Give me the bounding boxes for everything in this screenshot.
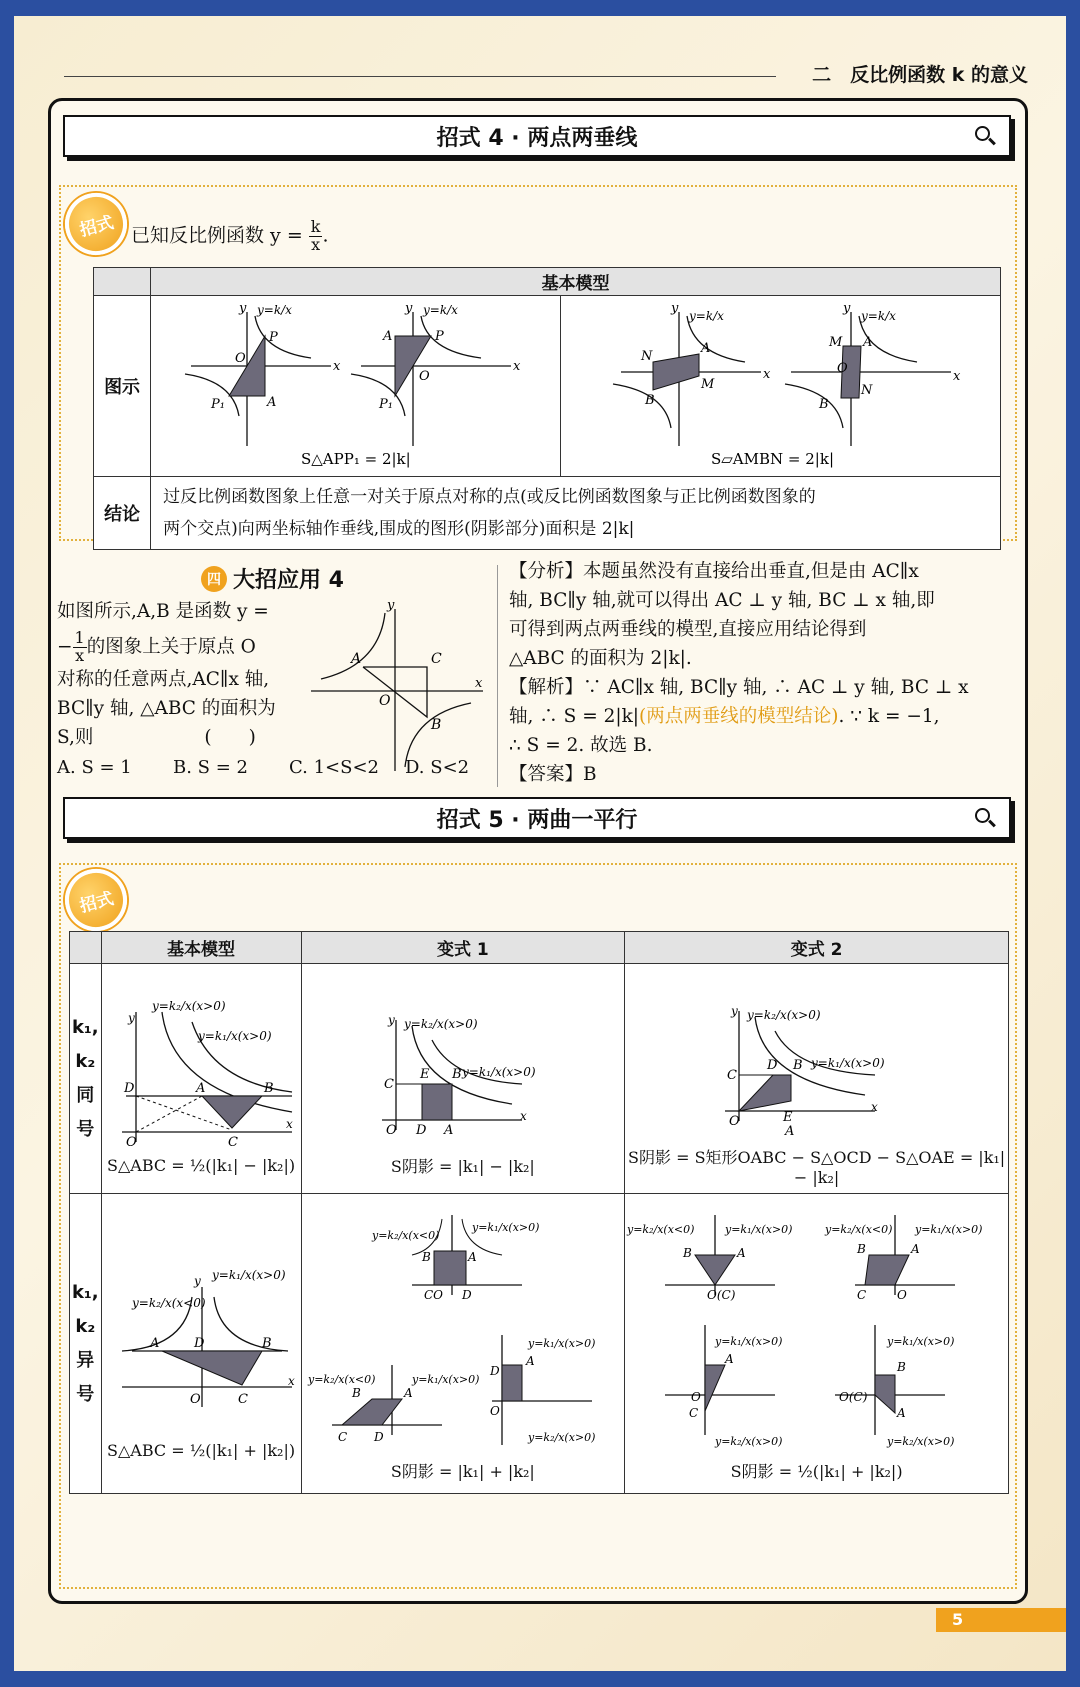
svg-text:x: x bbox=[333, 359, 341, 374]
svg-text:y=k₂/x(x>0): y=k₂/x(x>0) bbox=[747, 1007, 821, 1022]
svg-text:N: N bbox=[861, 383, 873, 398]
svg-text:y=k/x: y=k/x bbox=[423, 303, 459, 317]
svg-text:N: N bbox=[641, 349, 653, 364]
application-graph bbox=[307, 595, 487, 775]
svg-text:B: B bbox=[261, 1336, 272, 1351]
same-sign-variant1 bbox=[301, 964, 625, 1194]
svg-text:y=k₂/x(x>0): y=k₂/x(x>0) bbox=[527, 1431, 595, 1444]
svg-text:O: O bbox=[489, 1404, 500, 1418]
col-basic: 基本模型 bbox=[101, 932, 301, 964]
svg-text:y: y bbox=[239, 301, 247, 316]
answer-line: 【答案】B bbox=[509, 764, 597, 785]
svg-text:D: D bbox=[415, 1123, 426, 1138]
section5-title: 招式 5 · 两曲一平行 bbox=[436, 807, 638, 833]
col-variant-2: 变式 2 bbox=[625, 932, 1009, 964]
choice-b: B. S = 2 bbox=[173, 757, 248, 778]
diagram-label: 图示 bbox=[94, 296, 151, 477]
application-badge-icon: 四 bbox=[201, 566, 227, 592]
svg-text:y=k₁/x(x>0): y=k₁/x(x>0) bbox=[915, 1223, 983, 1236]
svg-text:D: D bbox=[193, 1336, 205, 1351]
section4-intro: 已知反比例函数 y = $\frac{k}{x}$ . bbox=[131, 217, 329, 254]
svg-text:CO: CO bbox=[423, 1288, 443, 1302]
svg-text:O: O bbox=[235, 351, 246, 366]
running-title: 二 反比例函数 k 的意义 bbox=[812, 64, 1028, 86]
opposite-sign-basic-formula: S△ABC = ½(|k₁| + |k₂|) bbox=[107, 1441, 296, 1460]
section5-model-table bbox=[69, 931, 1009, 1494]
svg-text:x: x bbox=[513, 359, 521, 374]
svg-text:y=k₁/x(x>0): y=k₁/x(x>0) bbox=[811, 1055, 885, 1070]
content-frame bbox=[48, 98, 1028, 1604]
svg-text:A: A bbox=[403, 1386, 413, 1400]
svg-text:A: A bbox=[267, 395, 277, 410]
svg-text:B: B bbox=[431, 717, 442, 733]
svg-text:x: x bbox=[287, 1374, 295, 1388]
diagram-cell-triangle bbox=[151, 296, 561, 477]
svg-text:x: x bbox=[519, 1109, 527, 1123]
caption-parallelogram: S▱AMBN = 2|k| bbox=[711, 450, 835, 468]
technique-badge-icon: 招式 bbox=[58, 186, 134, 262]
svg-text:O: O bbox=[125, 1135, 137, 1150]
caption-triangle: S△APP₁ = 2|k| bbox=[301, 450, 411, 468]
svg-text:y: y bbox=[405, 301, 413, 316]
same-sign-variant2-graph bbox=[625, 971, 1005, 1141]
diagram-4 bbox=[785, 301, 961, 446]
same-sign-variant2 bbox=[625, 964, 1009, 1194]
svg-text:y=k₁/x(x>0): y=k₁/x(x>0) bbox=[471, 1221, 539, 1234]
svg-text:D: D bbox=[373, 1430, 384, 1444]
svg-text:y=k₁/x(x>0): y=k₁/x(x>0) bbox=[725, 1223, 793, 1236]
svg-text:C: C bbox=[689, 1406, 699, 1420]
svg-text:y=k₁/x(x>0): y=k₁/x(x>0) bbox=[411, 1373, 479, 1386]
svg-text:y=k₁/x(x>0): y=k₁/x(x>0) bbox=[211, 1268, 286, 1282]
column-divider bbox=[497, 565, 498, 787]
conclusion-text bbox=[151, 477, 1001, 550]
svg-text:y=k₁/x(x>0): y=k₁/x(x>0) bbox=[887, 1335, 955, 1348]
svg-text:y=k₂/x(x>0): y=k₂/x(x>0) bbox=[715, 1435, 783, 1448]
same-sign-basic-formula: S△ABC = ½(|k₁| − |k₂|) bbox=[107, 1156, 296, 1175]
choice-c: C. 1<S<2 bbox=[289, 757, 379, 778]
section4-model-table bbox=[93, 267, 1001, 550]
svg-text:O: O bbox=[837, 361, 848, 376]
svg-text:x: x bbox=[953, 369, 961, 384]
svg-text:B: B bbox=[451, 1067, 462, 1082]
svg-text:A: A bbox=[863, 335, 873, 350]
textbook-page bbox=[14, 16, 1066, 1671]
application-title bbox=[201, 563, 344, 594]
svg-text:O(C): O(C) bbox=[707, 1288, 736, 1302]
search-icon bbox=[975, 808, 995, 828]
svg-text:y=k₂/x(x>0): y=k₂/x(x>0) bbox=[887, 1435, 955, 1448]
section5-title-bar bbox=[63, 797, 1011, 839]
svg-text:y=k₁/x(x>0): y=k₁/x(x>0) bbox=[461, 1065, 536, 1079]
svg-text:x: x bbox=[871, 1099, 879, 1114]
same-sign-basic bbox=[101, 964, 301, 1194]
svg-text:y=k/x: y=k/x bbox=[689, 309, 724, 323]
problem-statement: 如图所示,A,B 是函数 y = − $\frac{1}{x}$ 的图象上关于原点 O 对称的任意两点,AC∥x 轴, BC∥y 轴, △ABC 的面积为 S,则 ( ) bbox=[57, 601, 276, 748]
svg-text:M: M bbox=[701, 377, 715, 392]
same-sign-label: k₁, k₂ 同 号 bbox=[70, 964, 102, 1194]
intro-text: 已知反比例函数 y = bbox=[131, 224, 303, 247]
opposite-sign-variant2-formula: S阴影 = ½(|k₁| + |k₂|) bbox=[730, 1462, 903, 1481]
opposite-sign-variant2 bbox=[625, 1194, 1009, 1494]
svg-text:y=k₂/x(x<0): y=k₂/x(x<0) bbox=[825, 1223, 893, 1236]
svg-text:C: C bbox=[431, 651, 442, 667]
svg-text:y=k₁/x(x>0): y=k₁/x(x>0) bbox=[715, 1335, 783, 1348]
triangle-model-diagrams bbox=[151, 296, 557, 472]
svg-text:P₁: P₁ bbox=[211, 397, 226, 412]
svg-text:y=k₁/x(x>0): y=k₁/x(x>0) bbox=[197, 1029, 272, 1043]
svg-text:y=k₁/x(x>0): y=k₁/x(x>0) bbox=[527, 1337, 595, 1350]
svg-text:D: D bbox=[489, 1364, 500, 1378]
opposite-sign-variant1-graph bbox=[302, 1205, 622, 1455]
section4-title-bar bbox=[63, 115, 1011, 157]
svg-text:D: D bbox=[767, 1057, 778, 1073]
svg-text:y: y bbox=[127, 1011, 135, 1025]
svg-text:A: A bbox=[383, 329, 393, 344]
svg-text:O: O bbox=[419, 369, 430, 384]
svg-text:P: P bbox=[269, 330, 278, 345]
svg-text:E: E bbox=[419, 1067, 430, 1082]
svg-text:B: B bbox=[857, 1242, 867, 1256]
conclusion-line-2: 两个交点)向两坐标轴作垂线,围成的图形(阴影部分)面积是 2|k| bbox=[163, 519, 635, 539]
conclusion-line-1: 过反比例函数图象上任意一对关于原点对称的点(或反比例函数图象与正比例函数图象的 bbox=[163, 487, 816, 507]
conclusion-label: 结论 bbox=[94, 477, 151, 550]
choice-a: A. S = 1 bbox=[57, 757, 132, 778]
page-number: 5 bbox=[936, 1608, 1066, 1632]
opposite-sign-variant2-graph bbox=[625, 1205, 1005, 1455]
svg-text:A: A bbox=[149, 1336, 159, 1351]
diagram-2 bbox=[351, 301, 521, 446]
svg-text:P₁: P₁ bbox=[379, 397, 394, 412]
svg-text:B: B bbox=[645, 393, 655, 408]
svg-text:C: C bbox=[237, 1392, 248, 1407]
svg-text:B: B bbox=[351, 1386, 361, 1400]
svg-text:C: C bbox=[727, 1067, 738, 1083]
analysis-block: 【分析】本题虽然没有直接给出垂直,但是由 AC∥x 轴, BC∥y 轴,就可以得出 AC ⊥ y 轴, BC ⊥ x 轴,即 可得到两点两垂线的模型,直接应用结论得到 △ABC 的面积为 2|k|. 【解析】∵ AC∥x 轴, BC∥y 轴, ∴ AC ⊥ y 轴, BC ⊥ x 轴, ∴ S = 2|k|(两点两垂线的模型结论). ∵ k = −1, ∴ S = 2. 故选 B. 【答案】B bbox=[509, 557, 1009, 789]
svg-text:O: O bbox=[691, 1390, 702, 1404]
choice-d: D. S<2 bbox=[405, 757, 470, 778]
svg-text:A: A bbox=[467, 1250, 477, 1264]
svg-text:y: y bbox=[671, 301, 679, 316]
svg-text:B: B bbox=[897, 1360, 907, 1374]
svg-text:y=k₂/x(x<0): y=k₂/x(x<0) bbox=[131, 1296, 206, 1310]
svg-text:O(C): O(C) bbox=[839, 1390, 868, 1404]
svg-text:A: A bbox=[725, 1352, 734, 1366]
svg-text:y=k₂/x(x>0): y=k₂/x(x>0) bbox=[151, 999, 226, 1013]
svg-text:x: x bbox=[763, 367, 771, 382]
svg-text:A: A bbox=[195, 1081, 205, 1096]
opposite-sign-variant1 bbox=[301, 1194, 625, 1494]
svg-text:A: A bbox=[443, 1123, 453, 1138]
svg-text:y=k/x: y=k/x bbox=[861, 309, 896, 323]
svg-text:A: A bbox=[897, 1406, 906, 1420]
svg-text:y=k/x: y=k/x bbox=[257, 303, 293, 317]
svg-text:O: O bbox=[729, 1113, 740, 1129]
svg-text:M: M bbox=[829, 335, 843, 350]
answer-choices bbox=[57, 757, 521, 778]
diagram-1 bbox=[185, 301, 341, 446]
svg-text:y=k₂/x(x<0): y=k₂/x(x<0) bbox=[627, 1223, 695, 1236]
col-variant-1: 变式 1 bbox=[301, 932, 625, 964]
section4-title: 招式 4 · 两点两垂线 bbox=[436, 125, 638, 151]
opposite-sign-basic-graph bbox=[102, 1227, 300, 1437]
svg-text:B: B bbox=[683, 1246, 693, 1260]
svg-text:x: x bbox=[475, 676, 483, 691]
svg-text:P: P bbox=[435, 329, 444, 344]
svg-text:B: B bbox=[793, 1057, 803, 1073]
svg-text:B: B bbox=[263, 1081, 274, 1096]
svg-text:B: B bbox=[819, 397, 829, 412]
svg-text:O: O bbox=[385, 1123, 397, 1138]
svg-text:O: O bbox=[189, 1392, 201, 1407]
model-header: 基本模型 bbox=[151, 268, 1001, 296]
svg-text:B: B bbox=[421, 1250, 431, 1264]
svg-text:y: y bbox=[843, 301, 851, 316]
svg-text:A: A bbox=[701, 341, 711, 356]
opposite-sign-label: k₁, k₂ 异 号 bbox=[70, 1194, 102, 1494]
svg-text:C: C bbox=[337, 1430, 347, 1444]
same-sign-variant2-formula: S阴影 = S矩形OABC − S△OCD − S△OAE = |k₁| − |k₂| bbox=[628, 1147, 1006, 1187]
svg-text:A: A bbox=[785, 1123, 795, 1139]
parallelogram-model-diagrams bbox=[561, 296, 997, 472]
same-sign-variant1-graph bbox=[302, 980, 622, 1150]
same-sign-basic-graph bbox=[102, 982, 300, 1152]
same-sign-variant1-formula: S阴影 = |k₁| − |k₂| bbox=[390, 1157, 535, 1176]
svg-text:D: D bbox=[123, 1081, 135, 1096]
svg-text:y: y bbox=[387, 598, 395, 613]
svg-text:O: O bbox=[379, 693, 391, 709]
intro-fraction: $\frac{k}{x}$ bbox=[310, 217, 321, 254]
svg-text:C: C bbox=[227, 1135, 238, 1150]
svg-text:y=k₂/x(x<0): y=k₂/x(x<0) bbox=[307, 1373, 375, 1386]
svg-text:O: O bbox=[897, 1288, 908, 1302]
technique-badge-icon: 招式 bbox=[58, 862, 134, 938]
svg-text:y: y bbox=[731, 1003, 739, 1018]
corner-cell bbox=[94, 268, 151, 296]
svg-text:C: C bbox=[383, 1077, 394, 1092]
opposite-sign-basic bbox=[101, 1194, 301, 1494]
opposite-sign-variant1-formula: S阴影 = |k₁| + |k₂| bbox=[390, 1462, 535, 1481]
search-icon bbox=[975, 126, 995, 146]
svg-text:E: E bbox=[783, 1109, 793, 1125]
svg-text:y: y bbox=[193, 1274, 201, 1288]
application-title-text: 大招应用 4 bbox=[233, 568, 344, 593]
svg-text:y=k₂/x(x>0): y=k₂/x(x>0) bbox=[403, 1017, 478, 1031]
diagram-3 bbox=[613, 301, 771, 446]
header-rule bbox=[64, 76, 776, 77]
svg-text:C: C bbox=[857, 1288, 867, 1302]
diagram-cell-parallelogram bbox=[561, 296, 1001, 477]
svg-text:y: y bbox=[387, 1013, 395, 1027]
svg-text:y=k₂/x(x<0): y=k₂/x(x<0) bbox=[371, 1229, 439, 1242]
svg-text:A: A bbox=[525, 1354, 535, 1368]
svg-text:A: A bbox=[351, 651, 362, 667]
svg-text:D: D bbox=[461, 1288, 472, 1302]
svg-text:x: x bbox=[285, 1117, 293, 1131]
svg-text:A: A bbox=[911, 1242, 920, 1256]
svg-text:A: A bbox=[737, 1246, 746, 1260]
